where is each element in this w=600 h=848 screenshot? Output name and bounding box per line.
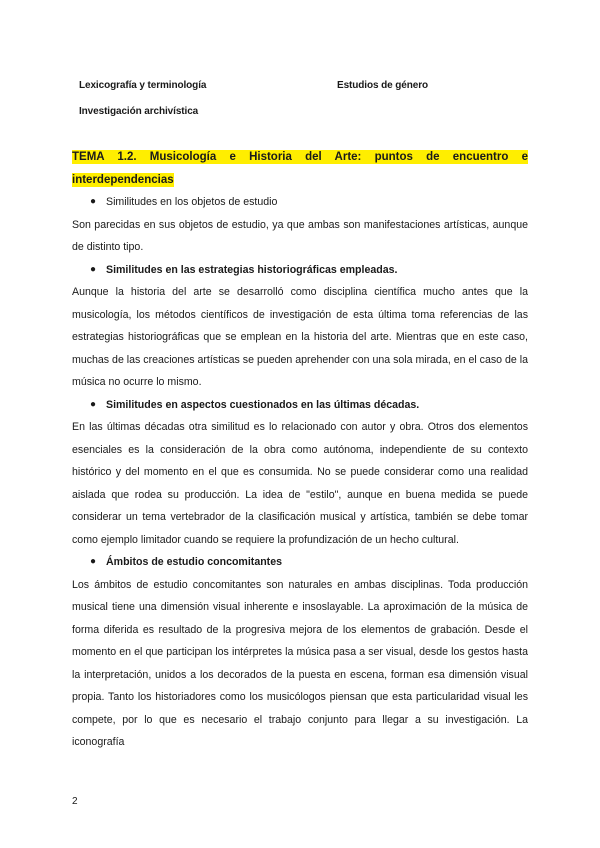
bullet-text: Similitudes en aspectos cuestionados en las últimas décadas.	[106, 398, 420, 411]
paragraph: Son parecidas en sus objetos de estudio, ya que ambas son manifestaciones artísticas, aunque de distinto tipo.	[72, 218, 528, 253]
bullet-icon: ●	[90, 556, 97, 567]
bullet-item	[72, 394, 528, 417]
bullet-item	[72, 259, 528, 282]
paragraph: Aunque la historia del arte se desarrolló como disciplina científica mucho antes que la musicología, los métodos científicos de investigación de esta última toma referencias de las estrategias historiográficas que se emplean en la historia del arte. Mientras que en este caso, muchas de las creaciones artísticas se pueden aprehender con una sola mirada, en el caso de la música no ocurre lo mismo.	[72, 286, 528, 388]
header-topic-lexicography: Lexicografía y terminología	[79, 80, 207, 91]
header-topic-archival: Investigación archivística	[79, 106, 199, 117]
bullet-icon: ●	[90, 196, 97, 207]
document-body	[72, 191, 528, 754]
paragraph: En las últimas décadas otra similitud es lo relacionado con autor y obra. Otros dos elementos esenciales es la consideración de la obra como autónoma, independiente de su contexto histórico y del momento en el que es consumida. No se puede considerar como una realidad aislada que rodea su producción. La idea de "estilo", aunque en buena medida se puede considerar un tema vertebrador de la clasificación musical y artística, también se debe tomar como ejemplo limitador cuando se requiere la profundización de un hecho cultural.	[72, 421, 528, 546]
bullet-item	[72, 551, 528, 574]
bullet-icon: ●	[90, 263, 97, 275]
bullet-item	[72, 191, 528, 214]
bullet-text: Similitudes en las estrategias historiográficas empleadas.	[106, 263, 398, 276]
section-heading-text: TEMA 1.2. Musicología e Historia del Arte: puntos de encuentro e interdependencias	[72, 151, 528, 186]
header-topic-gender-studies: Estudios de género	[337, 80, 428, 91]
section-heading	[72, 146, 528, 192]
bullet-text: Ámbitos de estudio concomitantes	[106, 556, 282, 568]
page-number: 2	[72, 796, 78, 807]
bullet-icon: ●	[90, 398, 97, 410]
paragraph: Los ámbitos de estudio concomitantes son naturales en ambas disciplinas. Toda producción musical tiene una dimensión visual inherente e insoslayable. La aproximación de la música de forma diferida es resultado de la progresiva mejora de los elementos de grabación. Desde el momento en el que participan los intérpretes la música pasa a ser visual, desde los gestos hasta la interpretación, unidos a los decorados de la puesta en escena, forman esa dimensión visual propia. Tanto los historiadores como los musicólogos piensan que esta particularidad visual les compete, por lo que es necesario el trabajo conjunto para llegar a su investigación. La iconografía	[72, 578, 528, 748]
bullet-text: Similitudes en los objetos de estudio	[106, 196, 278, 208]
